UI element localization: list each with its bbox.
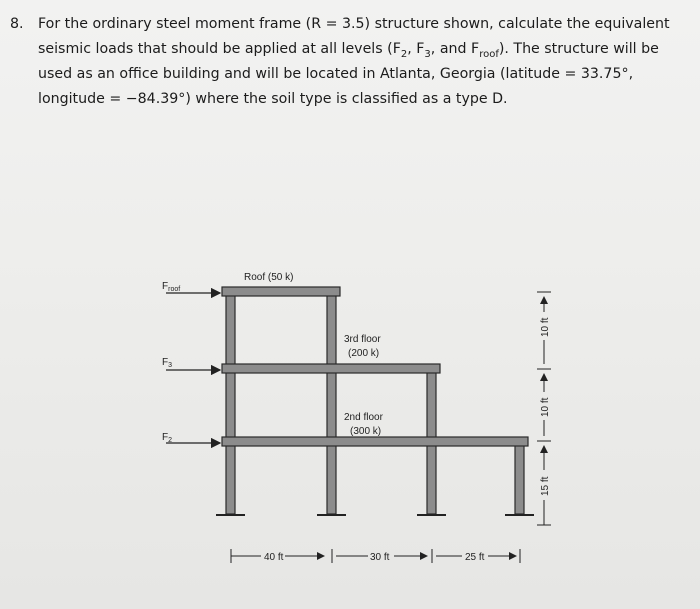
label-f2: [162, 432, 172, 444]
columns: [226, 292, 524, 514]
roof-label: Roof (50 k): [244, 272, 294, 283]
height-1-label: 15 ft: [540, 476, 551, 496]
force-symbol: F: [162, 357, 169, 368]
third-floor-label: 3rd floor: [344, 334, 381, 345]
span-1-label: 40 ft: [264, 552, 284, 563]
span-2-label: 30 ft: [370, 552, 390, 563]
subscript-roof: roof: [479, 48, 499, 60]
force-subscript: roof: [168, 286, 181, 293]
problem-line-2-part: ). The structure will be: [498, 41, 659, 57]
force-symbol: F: [162, 432, 169, 443]
force-symbol: F: [162, 281, 169, 292]
height-2-label: 10 ft: [540, 397, 551, 417]
problem-line-2-part: seismic loads that should be applied at all levels (F: [38, 41, 401, 57]
column-1: [226, 292, 235, 514]
problem-line-2-part: , F: [407, 41, 425, 57]
problem-line-4: longitude = −84.39°) where the soil type is classified as a type D.: [38, 91, 508, 107]
force-arrows: [166, 293, 220, 443]
subscript-3: 3: [424, 48, 431, 60]
column-2: [327, 292, 336, 514]
second-floor-beam: [222, 437, 528, 446]
second-floor-weight: (300 k): [350, 426, 382, 437]
column-4: [515, 440, 524, 514]
label-f-roof: [162, 281, 180, 293]
subscript-2: 2: [400, 48, 408, 60]
third-floor-beam: [222, 364, 440, 373]
force-subscript: 2: [168, 437, 173, 444]
problem-line-2-part: , and F: [430, 41, 480, 57]
problem-line-3: used as an office building and will be located in Atlanta, Georgia (latitude = 33.75°,: [38, 66, 634, 82]
span-3-label: 25 ft: [465, 552, 485, 563]
problem-number: 8.: [10, 16, 24, 32]
second-floor-label: 2nd floor: [344, 412, 383, 423]
problem-line-1: For the ordinary steel moment frame (R = 3.5) structure shown, calculate the equivalent: [38, 16, 670, 32]
label-f3: [162, 357, 172, 369]
roof-beam: [222, 287, 340, 296]
force-subscript: 3: [168, 362, 173, 369]
height-3-label: 10 ft: [540, 317, 551, 337]
third-floor-weight: (200 k): [348, 348, 380, 359]
